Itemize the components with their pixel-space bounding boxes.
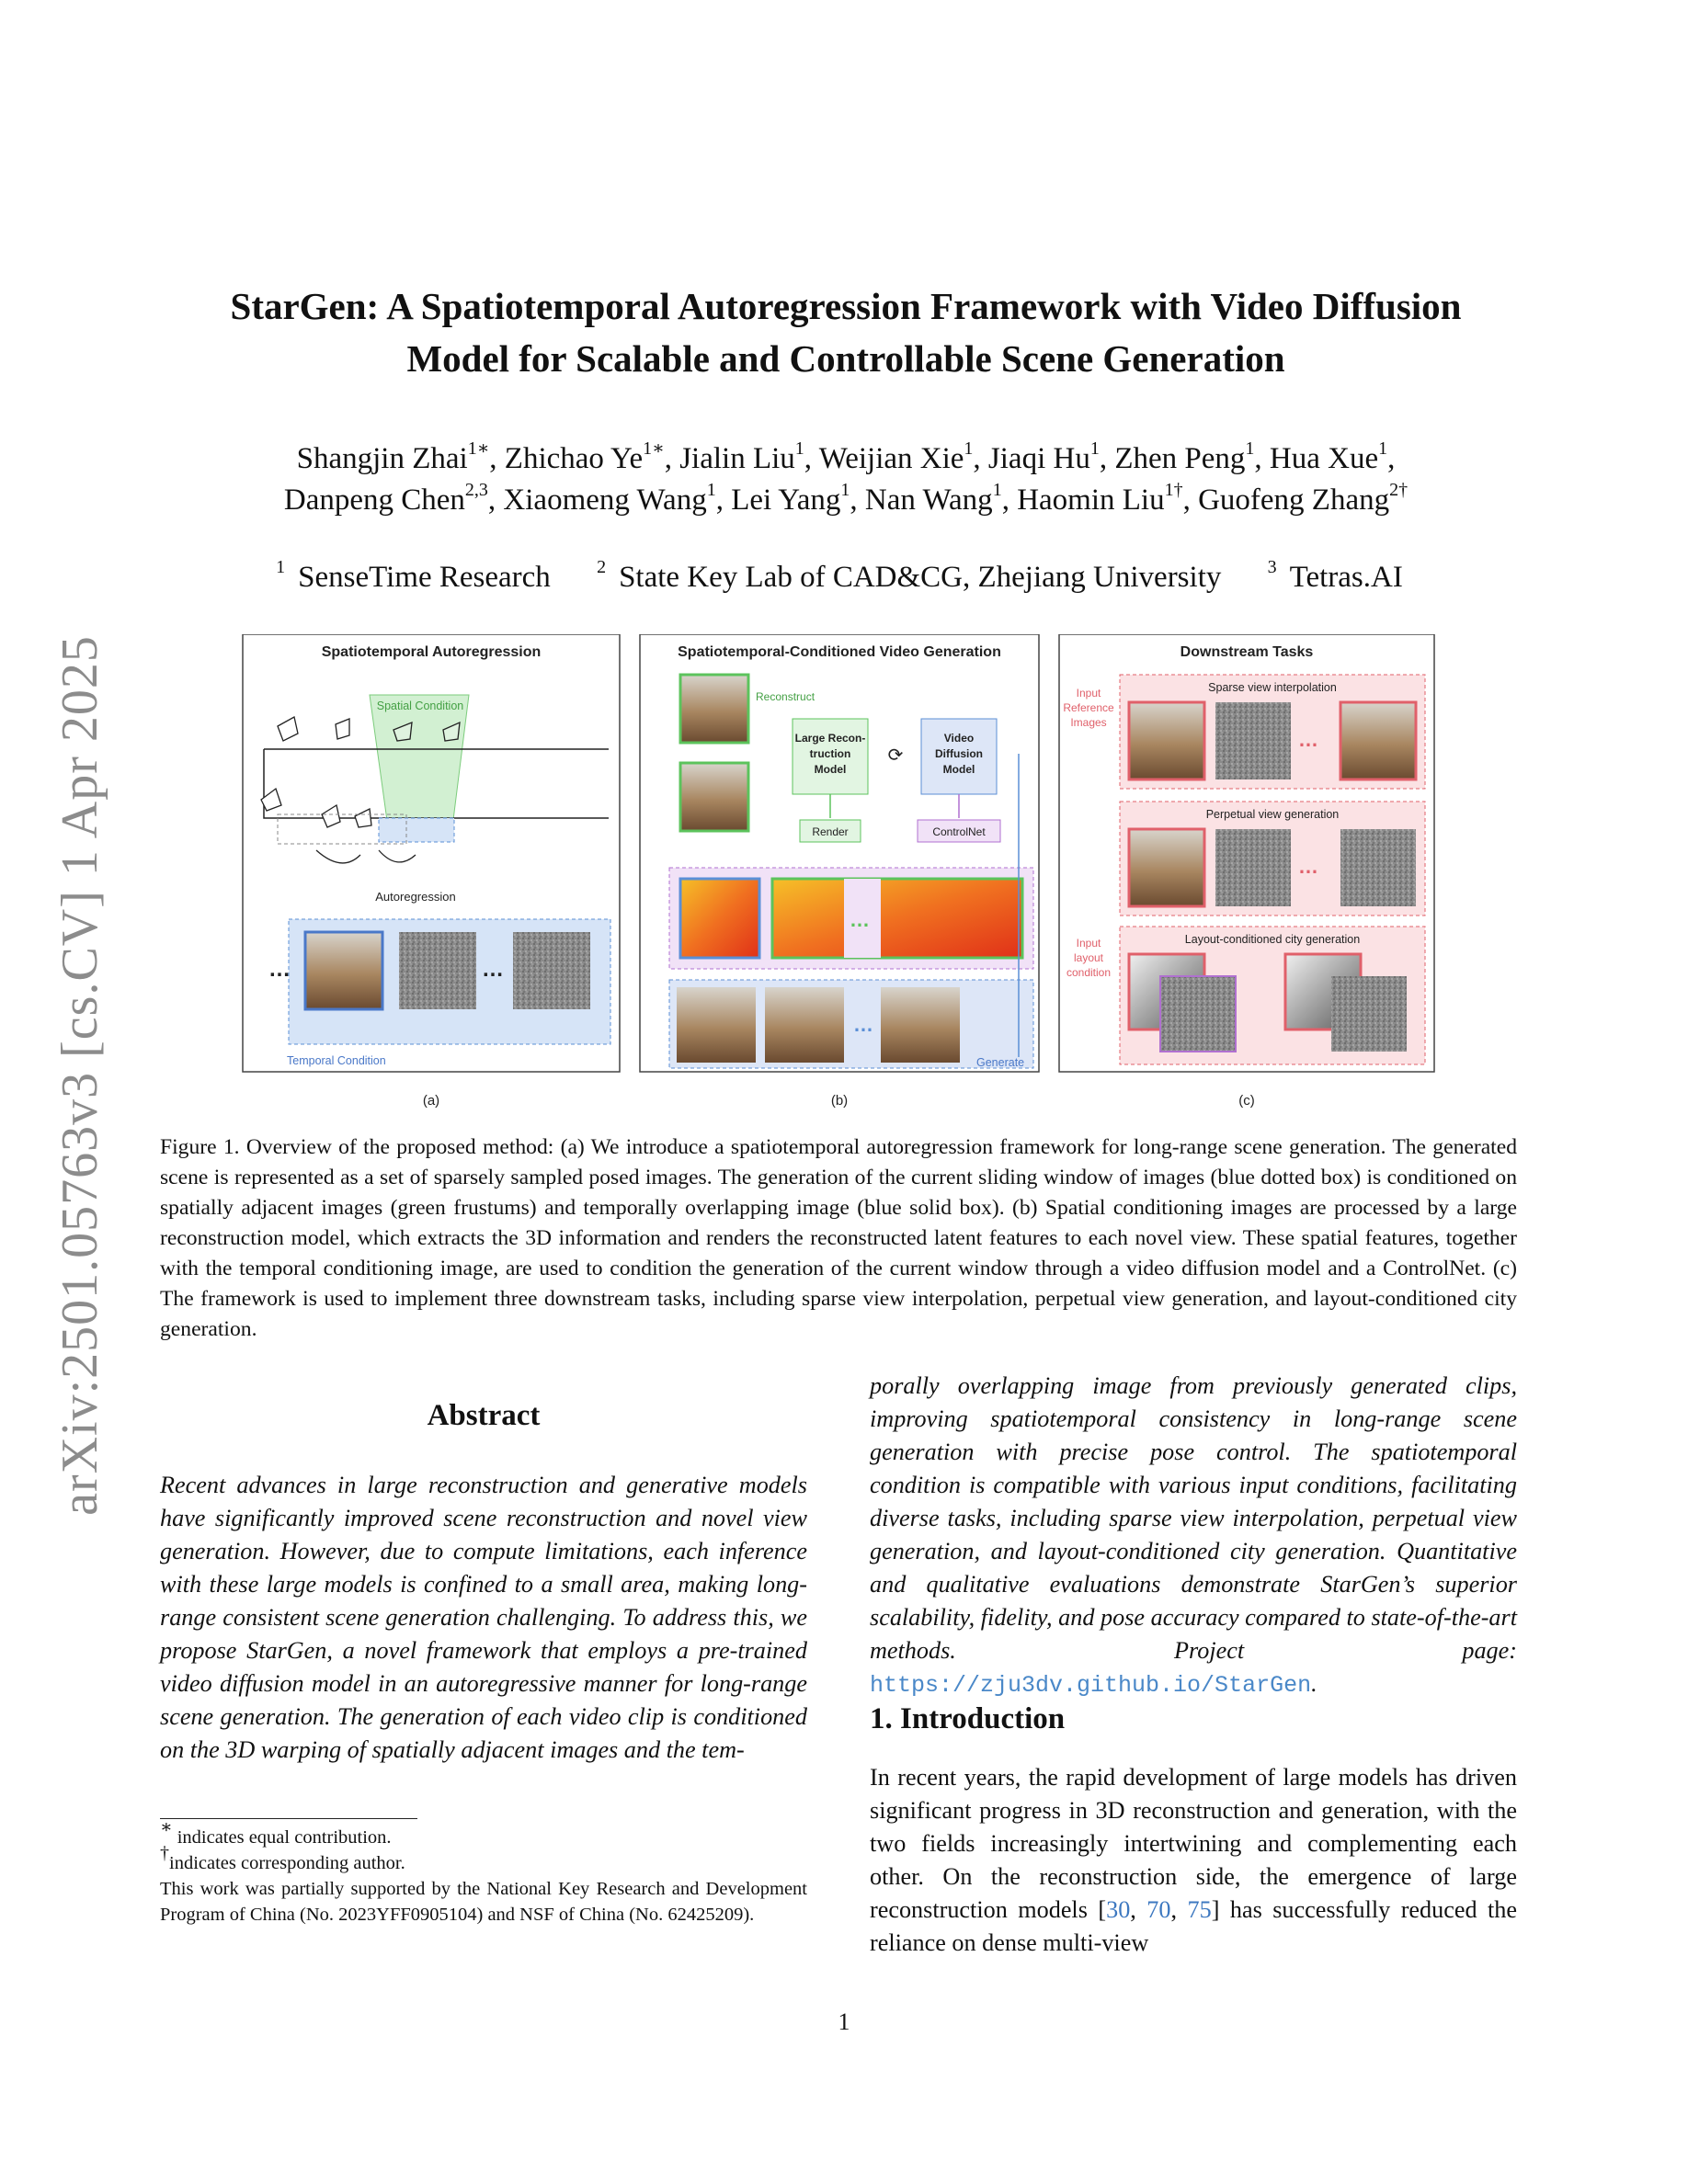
title-line-1: StarGen: A Spatiotemporal Autoregression Framework with Video Diffusion [230,285,1462,327]
figure-1 [241,634,1436,1117]
project-page-link[interactable]: https://zju3dv.github.io/StarGen [870,1672,1312,1699]
footnotes [160,1817,807,1928]
svg-text:…: … [850,908,870,931]
panel-a-label: (a) [422,1093,440,1109]
panel-b-label: (b) [830,1093,849,1109]
svg-text:layout: layout [1073,951,1104,964]
panel-b [640,634,1039,1109]
panel-c-title: Downstream Tasks [1180,644,1314,660]
author: Danpeng Chen$^{2,3}$ [283,480,488,517]
abstract-text-left: Recent advances in large reconstruction and generative models have significantly improved scene reconstruction and novel view generation. However, due to compute limitations, each inference with these large models is confined to a small area, making long-range consistent scene generation challenging. To address this, we propose StarGen, a novel framework that employs a pre-trained video diffusion model in an autoregressive manner for long-range scene generation. The generation of each video clip is conditioned on the 3D warping of spatially adjacent images and the tem- [160,1472,807,1763]
author: Zhichao $Ye^{1∗}$ [504,438,665,475]
abstract-text-right: porally overlapping image from previously generated clips, improving spatiotemporal consistency in long-range scene generation with precise pose control. The spatiotemporal condition is compatible with various input conditions, facilitating diverse tasks, including sparse view interpolation, perpetual view generation, and layout-conditioned city generation. Quantitative and qualitative evaluations demonstrate StarGen’s superior scalability, fidelity, and pose accuracy compared to state-of-the-art methods. Project page: https://zju3dv.github.io/StarGen. [870,1372,1517,1699]
citation-link[interactable]: 30 [1106,1896,1131,1923]
svg-text:Model: Model [942,763,975,776]
figure-caption: Figure 1. Overview of the proposed method: (a) We introduce a spatiotemporal autoregression framework for long-range scene generation. The generated scene is represented as a set of sparsely sampled posed images. The generation of the current sliding window of images (blue dotted box) is conditioned on spatially adjacent images (green frustums) and temporally overlapping image (blue solid box). (b) Spatial conditioning images are processed by a large reconstruction model, which extracts the 3D information and renders the reconstructed latent features to each novel view. These spatial features, together with the temporal conditioning image, are used to condition the generation of the current window through a video diffusion model and a ControlNet. (c) The framework is used to implement three downstream tasks, including sparse view interpolation, perpetual view generation, and layout-conditioned city generation. [160,1135,1517,1341]
affiliations [147,557,1545,598]
spatial-condition-label: Spatial Condition [376,700,464,712]
svg-text:…: … [1298,855,1318,878]
autoregression-label: Autoregression [375,890,456,904]
panel-a-title: Spatiotemporal Autoregression [321,644,542,660]
author: Nan Wang$^1$ [864,480,1002,517]
panel-c-label: (c) [1238,1093,1255,1109]
author: Weijian Xie$^1$ [818,438,974,475]
svg-text:Large Recon-: Large Recon- [794,732,866,745]
footnote-corresponding-author: †indicates corresponding author. [160,1843,405,1873]
panel-b-title: Spatiotemporal-Conditioned Video Generation [678,644,1001,660]
task-perpetual-view-generation: Perpetual view generation [1205,808,1340,821]
svg-text:Images: Images [1070,716,1107,729]
introduction-heading: 1. Introduction [870,1702,1066,1735]
task-layout-conditioned-city-generation: Layout-conditioned city generation [1184,933,1361,946]
citation-link[interactable]: 70 [1146,1896,1171,1923]
author: Zhen Peng$^1$ [1114,438,1255,475]
panel-a [243,634,620,1109]
svg-text:…: … [853,1013,873,1036]
title-line-2: Model for Scalable and Controllable Scene Generation [406,337,1285,380]
author: Shangjin Zhai$^{1∗}$ [296,438,490,475]
svg-text:truction: truction [809,747,851,760]
author: Hua Xue$^1$ [1269,438,1388,475]
svg-text:Input: Input [1076,687,1101,700]
svg-text:Reference: Reference [1063,701,1114,714]
arxiv-stamp: arXiv:2501.05763v3 [cs.CV] 1 Apr 2025 [51,635,108,1516]
affiliation: $^1$ SenseTime Research [276,557,551,594]
svg-text:condition: condition [1066,966,1112,979]
abstract-heading: Abstract [427,1399,541,1432]
paper-title [147,280,1545,385]
svg-text:Input: Input [1076,937,1101,950]
author-list [147,438,1545,521]
author-line-2: Danpeng Chen$^{2,3}$, Xiaomeng Wang$^1$, Lei Yang$^1$, Nan Wang$^1$, Haomin Liu$^{1\dagger}$, Guofeng Zhang$^{2\dagger}$ [283,480,1409,517]
temporal-condition-label: Temporal Condition [287,1054,386,1067]
svg-text:…: … [482,957,504,982]
footnote-equal-contribution: ∗ indicates equal contribution. [160,1817,392,1848]
citation-link[interactable]: 75 [1187,1896,1212,1923]
svg-text:ControlNet: ControlNet [932,825,986,838]
author: Jiaqi Hu$^1$ [987,438,1100,475]
svg-text:Diffusion: Diffusion [935,747,983,760]
author: Lei Yang$^1$ [731,480,850,517]
footnote-funding: This work was partially supported by the National Key Research and Development Program of China (No. 2023YFF0905104) and NSF of China (No. 62425209). [160,1879,807,1925]
svg-text:Video: Video [943,732,975,745]
author: Xiaomeng Wang$^1$ [503,480,716,517]
affiliation: $^3$ Tetras.AI [1267,557,1403,594]
svg-text:Model: Model [814,763,847,776]
svg-text:Render: Render [812,825,849,838]
svg-text:…: … [1298,728,1318,751]
author-line-1: Shangjin Zhai$^{1∗}$, Zhichao $Ye^{1∗}$, Jialin Liu$^1$, Weijian Xie$^1$, Jiaqi Hu$^1$, Zhen Peng$^1$, Hua Xue$^1$, [296,438,1396,475]
author: Haomin Liu$^{1\dagger}$ [1017,480,1183,517]
panel-c [1059,634,1434,1109]
svg-text:…: … [268,957,291,982]
reconstruct-label: Reconstruct [756,690,815,703]
generate-label: Generate [976,1056,1025,1069]
introduction-text: In recent years, the rapid development of large models has driven significant progress in 3D reconstruction and generation, with the two fields increasingly intertwining and complementing each other. On the reconstruction side, the emergence of large reconstruction models [30, 70, 75] has successfully reduced the reliance on dense multi-view [870,1764,1518,1956]
author: Guofeng Zhang$^{2\dagger}$ [1198,480,1409,517]
author: Jialin Liu$^1$ [679,438,804,475]
page-number: 1 [838,2008,850,2035]
cycle-icon: ⟳ [887,745,904,766]
footnote-divider [160,1818,417,1819]
affiliation: $^2$ State Key Lab of CAD&CG, Zhejiang University [597,557,1222,594]
task-sparse-view-interpolation: Sparse view interpolation [1208,681,1337,694]
